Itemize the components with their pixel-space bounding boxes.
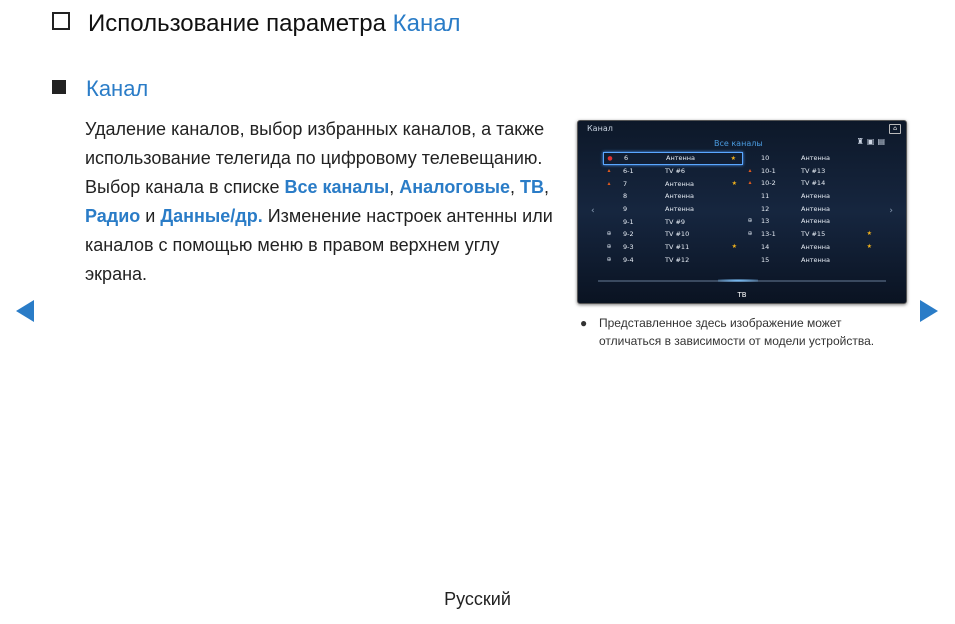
channel-row[interactable] (746, 177, 878, 190)
channel-name: Антенна (801, 242, 830, 251)
channel-name: Антенна (801, 255, 830, 264)
antenna-icon: ♜ (856, 137, 867, 146)
menu-icon: ▤ (877, 137, 888, 146)
chevron-right-icon: › (889, 206, 893, 216)
channel-row[interactable] (746, 190, 878, 203)
channel-status-icon: ⊕ (606, 255, 612, 263)
channel-list-right (746, 152, 878, 266)
channel-name: TV #12 (665, 255, 690, 264)
tv-screen-title: Канал (587, 124, 613, 133)
image-note (580, 314, 880, 350)
channel-row[interactable] (603, 216, 743, 229)
heading-highlight: Канал (392, 10, 461, 37)
channel-number: 9-4 (623, 255, 634, 264)
channel-number: 9 (623, 205, 628, 214)
channel-row[interactable] (603, 165, 743, 178)
channel-row[interactable] (746, 152, 878, 165)
channel-number: 9-1 (623, 217, 634, 226)
description-paragraph (85, 115, 565, 289)
tv-screen-illustration (577, 120, 907, 304)
square-bullet-icon (52, 80, 66, 94)
section-title-text: Канал (86, 76, 149, 101)
channel-row[interactable] (603, 152, 743, 165)
channel-number: 6-1 (623, 167, 634, 175)
channel-name: TV #13 (801, 166, 826, 175)
channel-name: Антенна (666, 154, 695, 162)
desc-text-5: и (140, 206, 161, 226)
channel-number: 12 (761, 204, 770, 213)
channel-status-icon: ▴ (748, 166, 752, 174)
term-radio: Радио (85, 206, 141, 226)
channel-number: 14 (761, 242, 770, 251)
channel-row[interactable] (746, 254, 878, 267)
favorite-star-icon: ★ (866, 230, 872, 238)
favorite-star-icon: ★ (731, 179, 737, 187)
channel-name: TV #9 (665, 217, 686, 226)
channel-number: 13 (761, 217, 770, 226)
channel-name: Антенна (801, 217, 830, 226)
desc-text-6: Изменение настроек антенны или каналов с помощью меню в правом верхнем углу экрана. (85, 206, 553, 284)
home-icon: ⌂ (889, 124, 901, 134)
channel-status-icon: ▴ (748, 179, 752, 187)
previous-page-arrow-icon[interactable] (16, 300, 34, 322)
channel-name: Антенна (801, 192, 830, 201)
tv-tool-icons (857, 137, 888, 146)
heading-prefix: Использование параметра (88, 10, 393, 37)
channel-name: TV #14 (801, 179, 826, 188)
desc-text-1: Удаление каналов, выбор избранных каналов, а также использование телегида по цифровому телевещанию. Выбор канала в списке (85, 119, 545, 197)
channel-status-icon: ▴ (607, 179, 611, 187)
channel-name: TV #11 (665, 243, 690, 252)
channel-status-icon: ⊕ (747, 217, 753, 225)
tv-mode-label: ТВ (737, 291, 747, 299)
channel-name: Антенна (665, 192, 694, 201)
channel-row[interactable] (603, 203, 743, 216)
note-bullet: ● (580, 316, 588, 330)
chevron-left-icon: ‹ (591, 206, 595, 216)
channel-row[interactable] (603, 228, 743, 241)
channel-name: TV #10 (665, 230, 690, 239)
desc-text-4: , (544, 177, 550, 197)
channel-row[interactable] (603, 241, 743, 254)
channel-name: Антенна (665, 205, 694, 214)
term-all-channels: Все каналы (284, 177, 390, 197)
channel-name: Антенна (801, 154, 830, 162)
channel-status-icon: ⊕ (606, 230, 612, 238)
channel-row[interactable] (746, 241, 878, 254)
channel-name: Антенна (665, 179, 694, 188)
channel-number: 13-1 (761, 230, 776, 239)
channel-number: 10-1 (761, 166, 776, 175)
channel-number: 10-2 (761, 179, 776, 188)
tv-tab-all-channels: Все каналы (714, 139, 763, 148)
channel-number: 7 (623, 179, 628, 188)
channel-number: 9-2 (623, 230, 634, 239)
channel-number: 11 (761, 192, 770, 201)
page-heading (52, 10, 461, 38)
desc-text-2: , (389, 177, 400, 197)
channel-row[interactable] (746, 165, 878, 178)
section-title (52, 76, 148, 102)
next-page-arrow-icon[interactable] (920, 300, 938, 322)
term-analog: Аналоговые (399, 177, 511, 197)
channel-status-icon: ● (607, 155, 613, 162)
channel-row[interactable] (746, 215, 878, 228)
checkbox-icon (52, 12, 70, 30)
footer-language: Русский (444, 589, 511, 609)
channel-status-icon: ⊕ (747, 230, 753, 238)
channel-row[interactable] (746, 228, 878, 241)
term-data-other: Данные/др. (160, 206, 263, 226)
tv-bar-highlight (718, 279, 758, 282)
channel-row[interactable] (603, 178, 743, 191)
channel-row[interactable] (603, 254, 743, 267)
channel-name: Антенна (801, 204, 830, 213)
channel-status-icon: ▴ (607, 167, 611, 174)
channel-name: TV #15 (801, 230, 826, 239)
note-text: Представленное здесь изображение может отличаться в зависимости от модели устройства. (599, 316, 875, 348)
channel-number: 15 (761, 255, 770, 264)
channel-name: TV #6 (665, 167, 686, 175)
channel-number: 10 (761, 154, 770, 162)
favorite-star-icon: ★ (730, 155, 736, 162)
channel-list-left (603, 152, 743, 267)
term-tv: ТВ (520, 177, 545, 197)
channel-number: 8 (623, 192, 628, 201)
channel-number: 9-3 (623, 243, 634, 252)
channel-number: 6 (624, 154, 629, 162)
desc-text-3: , (510, 177, 521, 197)
channel-status-icon: ⊕ (606, 243, 612, 251)
favorite-star-icon: ★ (731, 243, 737, 251)
channel-row[interactable] (603, 190, 743, 203)
channel-row[interactable] (746, 203, 878, 216)
favorite-star-icon: ★ (866, 242, 872, 250)
copy-icon: ▣ (866, 137, 878, 146)
